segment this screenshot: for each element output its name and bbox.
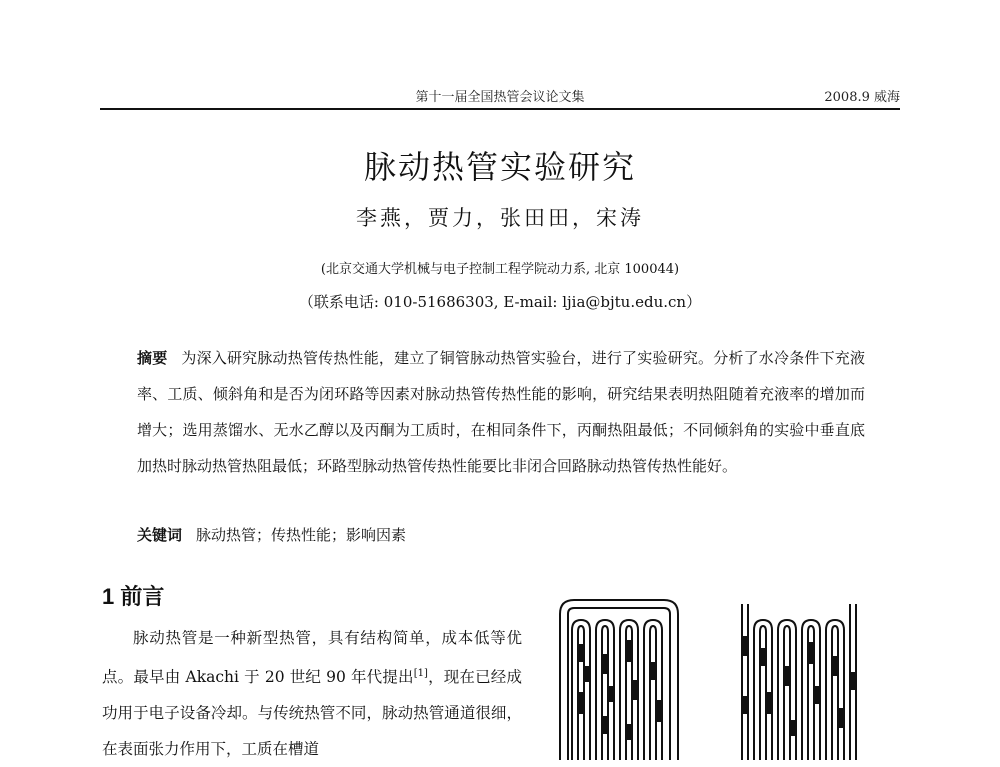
authors: 李燕，贾力，张田田，宋涛 — [356, 206, 644, 230]
abstract — [137, 340, 865, 484]
introduction-body — [102, 620, 522, 767]
header-rule — [100, 108, 900, 110]
contact-info: （联系电话: 010-51686303, E-mail: ljia@bjtu.edu.cn） — [298, 293, 702, 311]
keywords-label: 关键词 — [137, 526, 183, 544]
abstract-label: 摘要 — [137, 349, 168, 367]
keywords — [137, 520, 865, 550]
keywords-text: 脉动热管；传热性能；影响因素 — [196, 526, 407, 544]
citation-ref: [1] — [413, 668, 428, 679]
affiliation: (北京交通大学机械与电子控制工程学院动力系, 北京 100044) — [320, 262, 680, 277]
intro-text-part2: ，现在已经成功用于电子设备冷却。与传统热管不同，脉动热管通道很细，在表面张力作用下，工质在槽道 — [102, 668, 522, 759]
intro-text-part1: 脉动热管是一种新型热管，具有结构简单，成本低等优点。最早由 Akachi 于 20 世纪 90 年代提出 — [102, 629, 522, 687]
date-place: 2008.9 威海 — [824, 90, 900, 105]
closed-loop-php-diagram — [560, 600, 678, 760]
paper-title: 脉动热管实验研究 — [363, 148, 636, 186]
pulsating-heat-pipe-figure — [548, 596, 868, 760]
proceedings-title: 第十一届全国热管会议论文集 — [415, 90, 585, 105]
open-loop-php-diagram — [742, 604, 856, 760]
abstract-text: 为深入研究脉动热管传热性能，建立了铜管脉动热管实验台，进行了实验研究。分析了水冷条件下充液率、工质、倾斜角和是否为闭环路等因素对脉动热管传热性能的影响，研究结果表明热阻随着充液率的增加而增大；选用蒸馏水、无水乙醇以及丙酮为工质时，在相同条件下，丙酮热阻最低；不同倾斜角的实验中垂直底加热时脉动热管热阻最低；环路型脉动热管传热性能要比非闭合回路脉动热管传热性能好。 — [137, 349, 865, 475]
running-header — [100, 84, 900, 106]
section-heading-introduction: 1 前言 — [102, 584, 165, 609]
introduction-paragraph — [102, 620, 522, 767]
